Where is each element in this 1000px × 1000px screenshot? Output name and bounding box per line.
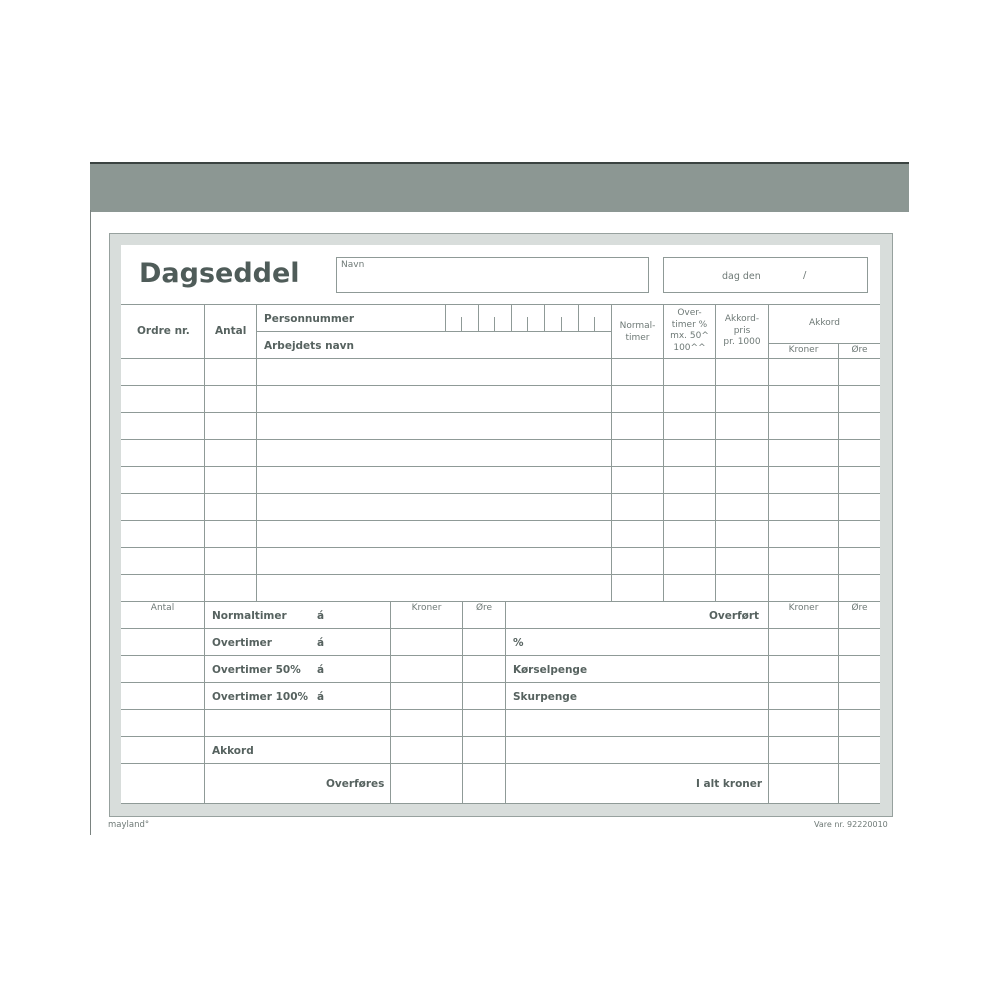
summary-pct: % [513, 637, 524, 649]
header-antal: Antal [215, 325, 247, 337]
col-line [390, 601, 391, 803]
header-kroner: Kroner [788, 345, 819, 355]
summary-line [121, 655, 880, 656]
digit-tick [578, 304, 579, 331]
akkord-split-line [768, 343, 880, 344]
row-line [121, 520, 880, 521]
summary-row-label: Overtimer [212, 637, 272, 649]
header-overtimer: Over- timer % mx. 50^ 100^^ [670, 308, 709, 353]
summary-overfores: Overføres [326, 778, 385, 790]
table-bottom-line [121, 601, 880, 602]
summary-ore: Øre [475, 603, 493, 613]
header-normaltimer: Normal- timer [619, 321, 656, 343]
col-line [715, 304, 716, 601]
summary-skurpenge: Skurpenge [513, 691, 577, 703]
date-label: dag den [722, 271, 761, 282]
col-line [838, 343, 839, 601]
person-split-line [256, 331, 611, 332]
header-bottom-line [121, 358, 880, 359]
header-ore: Øre [851, 345, 868, 355]
col-line [204, 304, 205, 601]
digit-tick [478, 304, 479, 331]
digit-tick [511, 304, 512, 331]
header-akkord: Akkord [808, 318, 841, 328]
summary-line [121, 763, 880, 764]
row-line [121, 412, 880, 413]
grid-bottom-line [121, 803, 880, 804]
digit-tick [594, 317, 595, 331]
header-ordre: Ordre nr. [137, 325, 190, 337]
row-line [121, 439, 880, 440]
digit-tick [461, 317, 462, 331]
row-line [121, 493, 880, 494]
summary-kroner: Kroner [411, 603, 442, 613]
col-line [204, 601, 205, 803]
page-title: Dagseddel [139, 258, 300, 289]
summary-i-alt-kroner: I alt kroner [696, 778, 763, 790]
date-field[interactable] [663, 257, 868, 293]
digit-tick [561, 317, 562, 331]
digit-tick [445, 304, 446, 331]
summary-line [121, 682, 880, 683]
summary-row-label: Overtimer 50% [212, 664, 301, 676]
col-line [462, 601, 463, 803]
summary-overfort: Overført [709, 610, 760, 622]
summary-antal: Antal [150, 603, 175, 613]
header-akkordpris: Akkord- pris pr. 1000 [723, 314, 761, 347]
summary-line [121, 736, 880, 737]
col-line [611, 304, 612, 601]
row-line [121, 574, 880, 575]
navn-field[interactable] [336, 257, 649, 293]
digit-tick [544, 304, 545, 331]
summary-row-a: á [317, 637, 325, 649]
header-personnummer: Personnummer [264, 313, 355, 325]
grid-top-line [121, 304, 880, 305]
summary-row-a: á [317, 664, 325, 676]
row-line [121, 466, 880, 467]
summary-row-a: á [317, 691, 325, 703]
col-line [256, 304, 257, 601]
summary-line [121, 709, 880, 710]
summary-ore-right: Øre [851, 603, 868, 613]
digit-tick [527, 317, 528, 331]
date-separator: / [803, 270, 807, 281]
navn-label: Navn [341, 260, 365, 270]
summary-kroner-right: Kroner [788, 603, 819, 613]
product-number: Vare nr. 92220010 [814, 820, 888, 829]
top-band [90, 162, 909, 212]
col-line [838, 601, 839, 803]
row-line [121, 547, 880, 548]
summary-row-label: Overtimer 100% [212, 691, 309, 703]
summary-row-label: Normaltimer [212, 610, 287, 622]
summary-line [121, 628, 880, 629]
digit-tick [494, 317, 495, 331]
summary-akkord: Akkord [212, 745, 254, 757]
header-arbejdets-navn: Arbejdets navn [264, 340, 354, 352]
col-line [768, 601, 769, 803]
row-line [121, 385, 880, 386]
summary-row-a: á [317, 610, 325, 622]
summary-korselpenge: Kørselpenge [513, 664, 588, 676]
col-line [505, 601, 506, 803]
brand-logo: mayland° [108, 820, 150, 830]
